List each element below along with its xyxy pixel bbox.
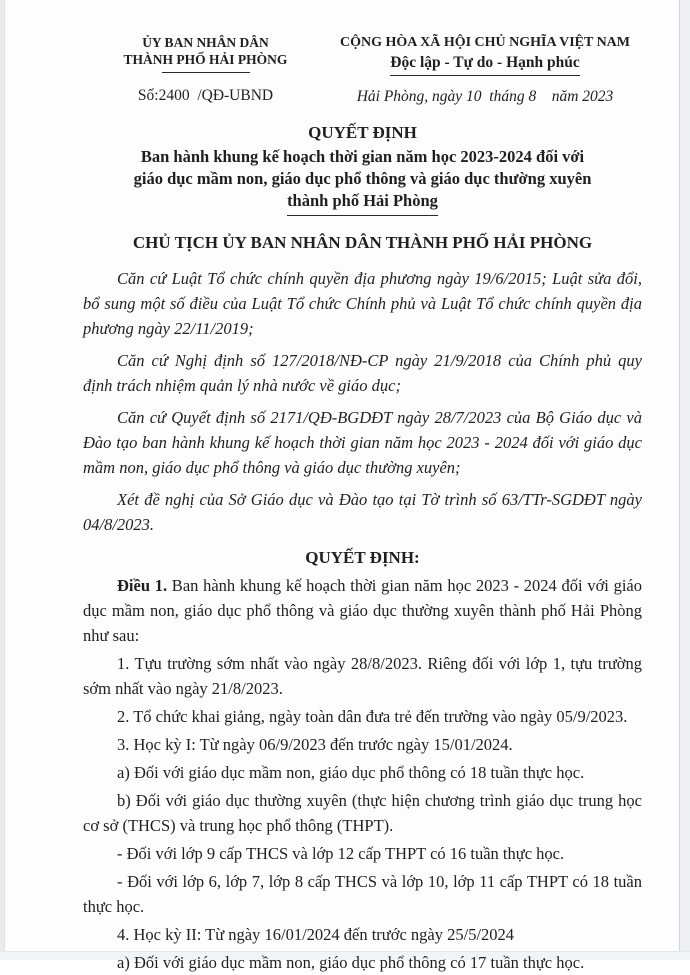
- document-subtitle: [83, 146, 642, 216]
- article-text: Ban hành khung kế hoạch thời gian năm học 2023 - 2024 đối với giáo dục mầm non, giáo dục phổ thông và giáo dục thường xuyên thành phố Hải Phòng như sau:: [83, 576, 643, 645]
- body-paragraph-item-1: 1. Tựu trường sớm nhất vào ngày 28/8/2023. Riêng đối với lớp 1, tựu trường sớm nhất vào ngày 21/8/2023.: [83, 654, 642, 698]
- subtitle-line-3-wrap: [83, 190, 642, 216]
- subtitle-line-1: Ban hành khung kế hoạch thời gian năm học 2023-2024 đối với: [140, 147, 585, 166]
- preamble-paragraph-3: Căn cứ Quyết định số 2171/QĐ-BGDĐT ngày 28/7/2023 của Bộ Giáo dục và Đào tạo ban hành khung kế hoạch thời gian năm học 2023 - 2024 đối với giáo dục mầm non, giáo dục phổ thông và giáo dục thường xuyên;: [83, 408, 642, 477]
- issuing-agency-block: [83, 34, 328, 105]
- national-title: CỘNG HÒA XÃ HỘI CHỦ NGHĨA VIỆT NAM: [339, 35, 630, 50]
- body-paragraph-item-3b-dash-2: - Đối với lớp 6, lớp 7, lớp 8 cấp THCS và lớp 10, lớp 11 cấp THPT có 18 tuần thực học.: [83, 872, 642, 916]
- document-header: [83, 34, 642, 106]
- photo-left-edge: [0, 0, 5, 960]
- national-motto-block: [328, 34, 642, 106]
- body-paragraph-item-3: 3. Học kỳ I: Từ ngày 06/9/2023 đến trước ngày 15/01/2024.: [117, 735, 513, 754]
- body-paragraph-item-4: 4. Học kỳ II: Từ ngày 16/01/2024 đến trước ngày 25/5/2024: [117, 925, 515, 944]
- subtitle-line-3: thành phố Hải Phòng: [287, 190, 438, 216]
- document-content: [83, 0, 642, 975]
- body-paragraph-item-3b: b) Đối với giáo dục thường xuyên (thực hiện chương trình giáo dục trung học cơ sở (THCS) và trung học phổ thông (THPT).: [83, 791, 642, 835]
- issuer-title: CHỦ TỊCH ỦY BAN NHÂN DÂN THÀNH PHỐ HẢI PHÒNG: [132, 233, 593, 252]
- body-paragraph-item-3b-dash-1: - Đối với lớp 9 cấp THCS và lớp 12 cấp THPT có 16 tuần thực học.: [117, 844, 565, 863]
- document-number: Số:2400 /QĐ-UBND: [137, 87, 274, 104]
- photo-right-edge: [679, 0, 690, 960]
- preamble-paragraph-2: Căn cứ Nghị định số 127/2018/NĐ-CP ngày 21/9/2018 của Chính phủ quy định trách nhiệm quản lý nhà nước về giáo dục;: [83, 351, 642, 395]
- body-paragraph-item-4a: a) Đối với giáo dục mầm non, giáo dục phổ thông có 17 tuần thực học.: [117, 953, 585, 972]
- title-block: [83, 122, 642, 216]
- preamble-paragraph-4: Xét đề nghị của Sở Giáo dục và Đào tạo tại Tờ trình số 63/TTr-SGDĐT ngày 04/8/2023.: [83, 490, 642, 534]
- body-paragraph-item-3a: a) Đối với giáo dục mầm non, giáo dục phổ thông có 18 tuần thực học.: [117, 763, 585, 782]
- place-and-date: Hải Phòng, ngày 10 tháng 8 năm 2023: [356, 88, 614, 105]
- national-motto-wrap: [328, 54, 642, 76]
- agency-parent-name: ỦY BAN NHÂN DÂN: [142, 35, 269, 50]
- subtitle-line-2: giáo dục mầm non, giáo dục phổ thông và giáo dục thường xuyên: [133, 169, 592, 188]
- preamble-paragraph-1: Căn cứ Luật Tổ chức chính quyền địa phương ngày 19/6/2015; Luật sửa đổi, bổ sung một số điều của Luật Tổ chức Chính phủ và Luật Tổ chức chính quyền địa phương ngày 22/11/2019;: [83, 269, 642, 338]
- article-lead: Điều 1.: [117, 576, 168, 595]
- agency-underline: [162, 72, 250, 73]
- body-paragraph-item-2: 2. Tổ chức khai giảng, ngày toàn dân đưa trẻ đến trường vào ngày 05/9/2023.: [117, 707, 628, 726]
- decision-heading: QUYẾT ĐỊNH:: [305, 548, 420, 567]
- national-motto: Độc lập - Tự do - Hạnh phúc: [390, 54, 579, 76]
- document-type-title: QUYẾT ĐỊNH: [308, 123, 417, 142]
- body-paragraph-article-1: [83, 573, 642, 648]
- agency-name: THÀNH PHỐ HẢI PHÒNG: [123, 52, 288, 67]
